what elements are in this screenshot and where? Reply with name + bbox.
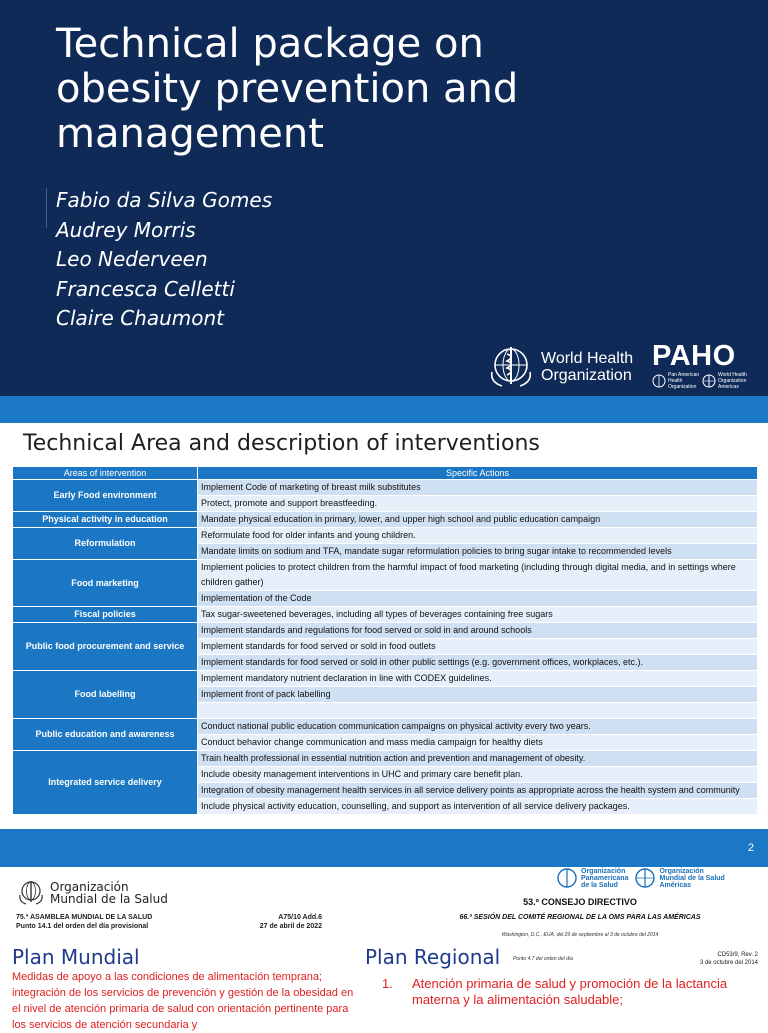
area-cell: Reformulation [13,528,198,560]
table-row [13,623,758,639]
who-logo [486,344,633,390]
title-divider [46,188,47,228]
who-emblem-icon [634,867,656,889]
action-cell: Implement standards for food served or sold in food outlets [198,639,758,655]
author-name: Audrey Morris [56,217,196,242]
paho-sub-line: Pan American [668,372,700,378]
slide-top-bar [0,396,768,423]
list-item-text: Atención primaria de salud y promoción de la lactancia materna y la alimentación saludable; [412,976,728,1007]
ops-logo-line: de la Salud [581,881,618,889]
paho-sub-line: Health [668,378,683,384]
doc-ref-line: A75/10 Add.6 [278,914,322,921]
area-cell: Public education and awareness [13,719,198,751]
cd-reference [660,951,758,967]
table-row [13,480,758,496]
oms-americas-line: Américas [659,881,692,889]
author-list [56,186,272,334]
table-row [13,719,758,735]
area-cell: Physical activity in education [13,512,198,528]
action-cell: Mandate physical education in primary, lower, and upper high school and public education campaign [198,512,758,528]
oms-logo-text [50,881,168,905]
action-cell: Mandate limits on sodium and TFA, mandate sugar reformulation policies to bring sugar intake to recommended levels [198,544,758,560]
title-line: obesity prevention and [56,66,519,112]
plans-slide [0,867,768,1031]
action-cell: Implement front of pack labelling [198,687,758,703]
area-cell: Fiscal policies [13,607,198,623]
who-logo-line: World Health [541,350,634,367]
table-row [13,512,758,528]
ops-logo-line: Panamericana [581,874,629,882]
action-cell: Tax sugar-sweetened beverages, including all types of beverages containing free sugars [198,607,758,623]
area-cell: Integrated service delivery [13,751,198,815]
slide-bottom-bar [0,829,768,867]
paho-sub-text-right [718,372,752,390]
slide-title [56,22,756,157]
title-line: management [56,111,324,157]
table-row [13,751,758,767]
assembly-line: Punto 14.1 del orden del día provisional [16,923,149,930]
author-name: Francesca Celletti [56,276,235,301]
paho-label: PAHO [652,340,736,372]
slide-heading: Technical Area and description of interventions [23,431,540,456]
paho-sub-line: Organization [718,378,747,384]
who-emblem-icon [486,344,536,390]
table-row [13,528,758,544]
paho-sub-logos [652,372,752,390]
oms-americas-logo-text [659,868,724,889]
action-cell [198,703,758,719]
fecha-lugar: Washington, D.C., EUA, del 29 de septiembre al 3 de octubre del 2014 [501,932,659,938]
list-item [382,976,762,1008]
assembly-info [16,913,152,931]
action-cell: Train health professional in essential nutrition action and prevention and management of obesity. [198,751,758,767]
action-cell: Include physical activity education, counselling, and support as intervention of all service delivery packages. [198,799,758,815]
paho-sub-line: Organization [668,384,697,390]
paho-logo [652,341,752,390]
interventions-table [12,466,758,815]
cd-ref-line: 3 de octubre del 2014 [699,960,758,966]
consejo-directivo: 53.º CONSEJO DIRECTIVO [523,897,637,907]
table-row [13,560,758,591]
plan-mundial-title: Plan Mundial [12,945,140,969]
paho-globe-icon [652,374,666,388]
oms-logo-line: Organización [50,879,129,894]
interventions-slide [0,396,768,867]
action-cell: Reformulate food for older infants and young children. [198,528,758,544]
action-cell: Conduct national public education communication campaigns on physical activity every two years. [198,719,758,735]
doc-ref-line: 27 de abril de 2022 [259,923,322,930]
cd-ref-line: CD53/9, Rev. 2 [717,952,758,958]
table-row [13,607,758,623]
action-cell: Implement Code of marketing of breast milk substitutes [198,480,758,496]
paho-sub-line: World Health [718,372,747,378]
action-cell: Implement standards for food served or sold in other public settings (e.g. government offices, workplaces, etc.). [198,655,758,671]
author-name: Fabio da Silva Gomes [56,188,273,212]
who-logo-line: Organization [541,367,632,384]
area-cell: Food marketing [13,560,198,607]
title-slide [0,0,768,396]
document-reference [254,913,322,931]
author-name: Leo Nederveen [56,247,208,271]
area-cell: Food labelling [13,671,198,719]
punto-orden: Punto 4.7 del orden del día [513,956,574,962]
action-cell: Implement standards and regulations for food served or sold in and around schools [198,623,758,639]
paho-sub-line: Americas [718,384,739,390]
ops-oms-logos [556,867,731,889]
list-item-number: 1. [382,976,393,991]
ops-logo-text [581,868,628,889]
who-mini-emblem-icon [702,374,716,388]
plan-regional-title: Plan Regional [365,945,501,969]
page-number: 2 [747,842,754,854]
column-header: Specific Actions [198,467,758,480]
action-cell: Implement policies to protect children from the harmful impact of food marketing (including through digital media, and in settings where children gather) [198,560,758,591]
title-line: Technical package on [56,21,484,67]
table-header-row [13,467,758,480]
action-cell: Integration of obesity management health services in all service delivery points as appropriate across the health system and community [198,783,758,799]
ops-emblem-icon [556,867,578,889]
paho-sub-text-left [668,372,702,390]
who-logo-text [541,350,633,384]
assembly-line: 75.ª ASAMBLEA MUNDIAL DE LA SALUD [16,914,153,921]
oms-logo [16,879,168,906]
oms-americas-line: Mundial de la Salud [659,874,725,882]
column-header: Areas of intervention [13,467,198,480]
action-cell: Implementation of the Code [198,591,758,607]
oms-americas-line: Organización [659,867,704,875]
action-cell: Implement mandatory nutrient declaration in line with CODEX guidelines. [198,671,758,687]
plan-mundial-text: Medidas de apoyo a las condiciones de alimentación temprana; integración de los servicios de prevención y gestión de la obesidad en el nivel de atención primaria de salud con orientación pertinente para los servicios de atención secundaria y [12,971,354,1031]
action-cell: Protect, promote and support breastfeeding. [198,496,758,512]
action-cell: Include obesity management interventions in UHC and primary care benefit plan. [198,767,758,783]
area-cell: Early Food environment [13,480,198,512]
sesion-comite: 66.ª SESIÓN DEL COMITÉ REGIONAL DE LA OMS PARA LAS AMÉRICAS [459,914,701,921]
ops-logo-line: Organización [581,867,626,875]
who-emblem-icon [16,879,46,906]
action-cell: Conduct behavior change communication and mass media campaign for healthy diets [198,735,758,751]
area-cell: Public food procurement and service [13,623,198,671]
author-name: Claire Chaumont [56,306,225,330]
table-row [13,671,758,687]
oms-logo-line: Mundial de la Salud [50,891,168,906]
